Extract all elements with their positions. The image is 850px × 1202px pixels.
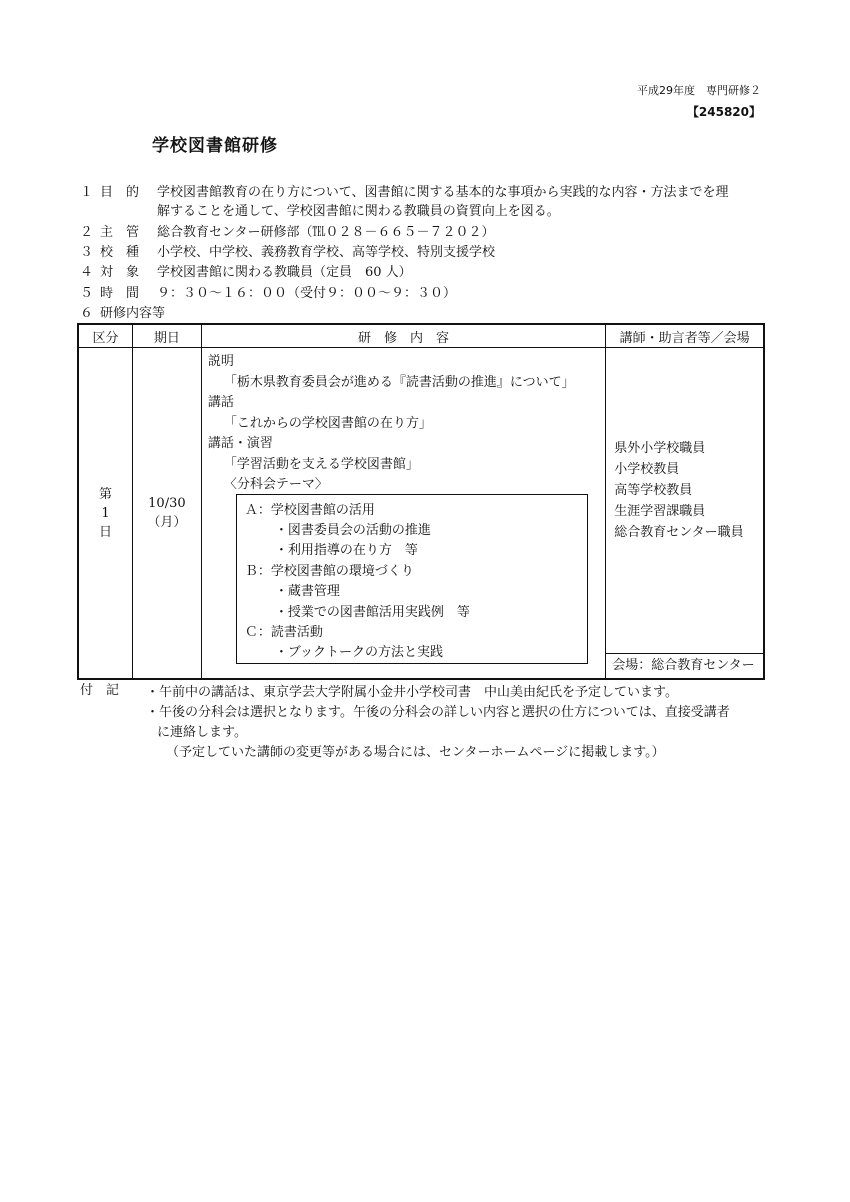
date-cell xyxy=(132,348,201,680)
date-value: 10/30 xyxy=(148,496,186,511)
section-value-continued: 解することを通して、学校図書館に関わる教職員の資質向上を図る。 xyxy=(157,204,560,219)
content-line: 講話 xyxy=(207,395,234,410)
notes-section xyxy=(80,681,146,701)
header-content: 研 修 内 容 xyxy=(201,324,605,348)
header-kubun: 区分 xyxy=(78,324,132,348)
subtheme-line: ・蔵書管理 xyxy=(274,584,340,599)
section-number: ３ xyxy=(80,245,94,260)
lecturer-item: 総合教育センター職員 xyxy=(614,525,744,540)
header-date: 期日 xyxy=(132,324,201,348)
section-target xyxy=(80,263,412,282)
subtheme-line: Ｂ：学校図書館の環境づくり xyxy=(244,564,414,579)
schedule-table xyxy=(77,323,765,680)
content-line: 講話・演習 xyxy=(207,436,273,451)
table-row xyxy=(78,348,764,680)
day-cell xyxy=(78,348,132,680)
section-organizer xyxy=(80,223,494,242)
section-value: 総合教育センター研修部（℡０２８－６６５－７２０２） xyxy=(157,225,495,240)
section-label: 主 管 xyxy=(100,225,140,240)
subtheme-line: ・授業での図書館活用実践例 等 xyxy=(274,605,470,620)
subtheme-line: ・ブックトークの方法と実践 xyxy=(274,645,443,660)
section-contents xyxy=(80,304,165,323)
subtheme-line: ・図書委員会の活動の推進 xyxy=(274,523,431,538)
content-line: 「学習活動を支える学校図書館」 xyxy=(223,457,419,472)
lecturer-cell xyxy=(606,348,764,680)
section-value: 小学校、中学校、義務教育学校、高等学校、特別支援学校 xyxy=(157,245,496,260)
content-line: 〈分科会テーマ〉 xyxy=(223,477,328,492)
lecturer-item: 高等学校教員 xyxy=(614,483,693,498)
section-number: ２ xyxy=(80,225,94,240)
lecturer-item: 生涯学習課職員 xyxy=(614,504,706,519)
content-line: 説明 xyxy=(207,354,234,369)
section-school-type xyxy=(80,243,495,262)
section-number: ４ xyxy=(80,265,94,280)
section-label: 研修内容等 xyxy=(100,306,166,321)
note-line: ・午後の分科会は選択となります。午後の分科会の詳しい内容と選択の仕方については、直接受講者 xyxy=(146,705,730,720)
lecturer-item: 小学校教員 xyxy=(614,462,680,477)
content-line: 「これからの学校図書館の在り方」 xyxy=(223,416,432,431)
course-code: 【245820】 xyxy=(686,105,761,119)
subtheme-line: ・利用指導の在り方 等 xyxy=(274,543,418,558)
lecturer-list xyxy=(614,438,743,543)
page-title: 学校図書館研修 xyxy=(152,136,278,156)
subtheme-line: Ａ：学校図書館の活用 xyxy=(244,503,375,518)
venue-label: 会場：総合教育センター xyxy=(606,653,763,678)
lecturer-item: 県外小学校職員 xyxy=(614,441,706,456)
note-line: に連絡します。 xyxy=(157,725,247,740)
section-label: 対 象 xyxy=(100,265,140,280)
note-line: （予定していた講師の変更等がある場合には、センターホームページに掲載します。） xyxy=(166,745,665,760)
table-header-row xyxy=(78,324,764,348)
content-cell xyxy=(201,348,605,680)
section-value: ９：３０～１６：００（受付９：００～９：３０） xyxy=(157,286,457,301)
day-char: 1 xyxy=(101,505,110,521)
subtheme-line: Ｃ：読書活動 xyxy=(244,625,323,640)
day-char: 日 xyxy=(98,524,112,540)
header-lecturer: 講師・助言者等／会場 xyxy=(606,324,764,348)
notes-label: 付 記 xyxy=(80,683,120,698)
document-year-label: 平成29年度 専門研修２ xyxy=(637,84,761,97)
section-label: 目 的 xyxy=(100,185,140,200)
section-number: １ xyxy=(80,185,94,200)
section-value: 学校図書館教育の在り方について、図書館に関する基本的な事項から実践的な内容・方法までを理 xyxy=(157,185,729,200)
section-time xyxy=(80,284,456,303)
weekday-value: （月） xyxy=(147,515,187,530)
section-label: 時 間 xyxy=(100,286,140,301)
section-number: ６ xyxy=(80,306,94,321)
section-purpose xyxy=(80,183,780,202)
content-line: 「栃木県教育委員会が進める『読書活動の推進』について」 xyxy=(223,375,575,390)
section-value: 学校図書館に関わる教職員（定員 60 人） xyxy=(157,265,412,280)
day-char: 第 xyxy=(98,486,112,502)
subtheme-box xyxy=(236,494,588,664)
note-line: ・午前中の講話は、東京学芸大学附属小金井小学校司書 中山美由紀氏を予定しています。 xyxy=(146,685,678,700)
section-label: 校 種 xyxy=(100,245,140,260)
section-number: ５ xyxy=(80,286,94,301)
